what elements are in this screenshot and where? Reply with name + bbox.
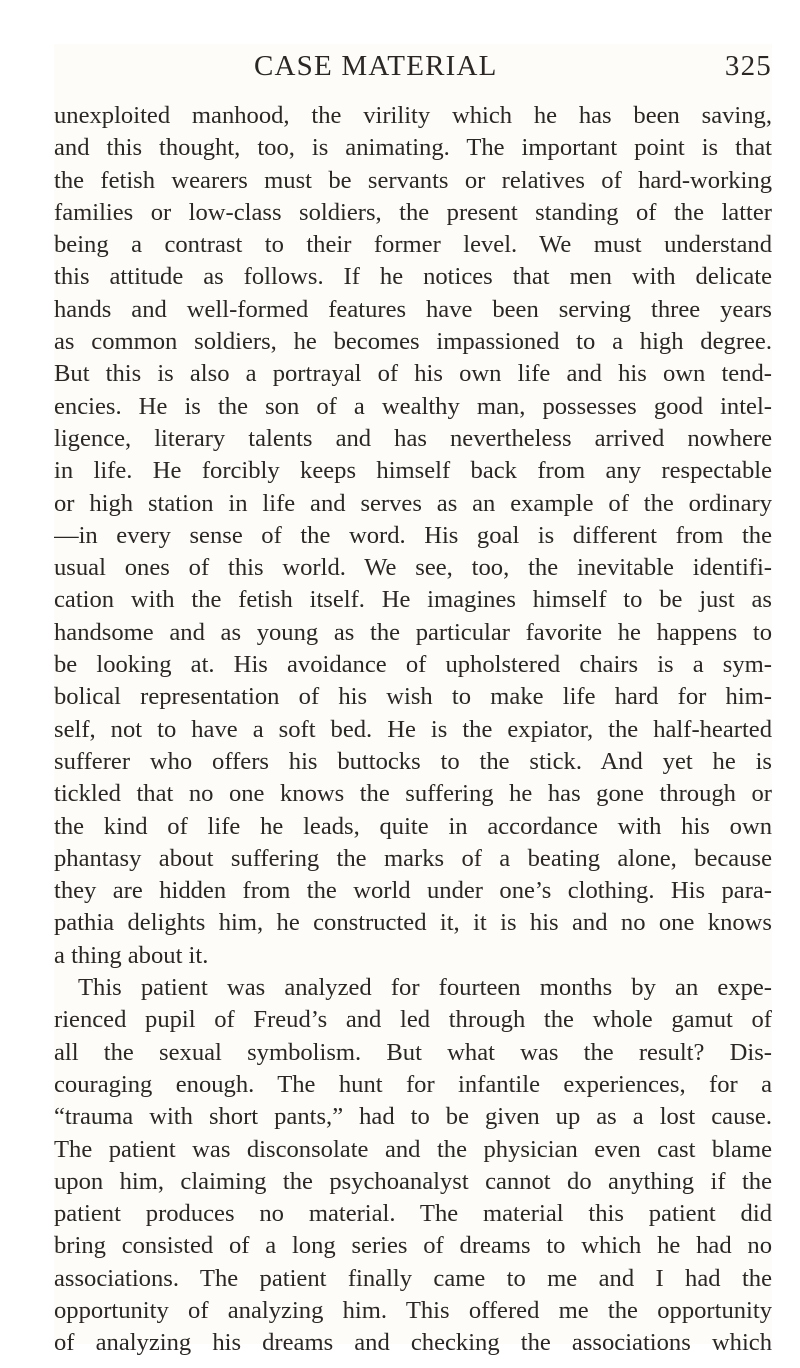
page-number: 325	[724, 50, 772, 82]
text-line: opportunity of analyzing him. This offered me the opportunity	[54, 1296, 772, 1324]
text-line: ligence, literary talents and has nevertheless arrived nowhere	[54, 424, 772, 452]
text-line: patient produces no material. The material this patient did	[54, 1200, 772, 1228]
text-line: families or low-class soldiers, the present standing of the latter	[54, 198, 772, 226]
text-line: as common soldiers, he becomes impassioned to a high degree.	[54, 328, 772, 356]
text-line: encies. He is the son of a wealthy man, possesses good intel-	[54, 392, 772, 420]
text-line: tickled that no one knows the suffering he has gone through or	[54, 780, 772, 808]
text-line: bolical representation of his wish to make life hard for him-	[54, 683, 772, 711]
text-line: associations. The patient finally came to me and I had the	[54, 1264, 772, 1292]
text-line: handsome and as young as the particular favorite he happens to	[54, 618, 772, 646]
text-line: this attitude as follows. If he notices that men with delicate	[54, 263, 772, 291]
running-header	[54, 44, 772, 88]
text-line: phantasy about suffering the marks of a beating alone, because	[54, 844, 772, 872]
book-page	[54, 44, 772, 1357]
text-line: upon him, claiming the psychoanalyst cannot do anything if the	[54, 1167, 772, 1195]
text-line: hands and well-formed features have been serving three years	[54, 295, 772, 323]
text-line: pathia delights him, he constructed it, it is his and no one knows	[54, 909, 772, 937]
text-line: being a contrast to their former level. We must understand	[54, 231, 772, 259]
text-line: and this thought, too, is animating. The important point is that	[54, 134, 772, 162]
body-text	[54, 100, 772, 1360]
paragraph-start-line: This patient was analyzed for fourteen months by an expe-	[78, 974, 772, 1002]
text-line: be looking at. His avoidance of upholstered chairs is a sym-	[54, 651, 772, 679]
text-line: The patient was disconsolate and the physician even cast blame	[54, 1135, 772, 1163]
text-line: rienced pupil of Freud’s and led through the whole gamut of	[54, 1006, 772, 1034]
text-line: or high station in life and serves as an example of the ordinary	[54, 489, 772, 517]
text-line: unexploited manhood, the virility which he has been saving,	[54, 102, 772, 129]
text-line: the kind of life he leads, quite in accordance with his own	[54, 812, 772, 840]
text-line: self, not to have a soft bed. He is the expiator, the half-hearted	[54, 715, 772, 743]
running-title: CASE MATERIAL	[254, 50, 498, 82]
text-line: But this is also a portrayal of his own life and his own tend-	[54, 360, 772, 388]
paragraph-end-line: a thing about it.	[54, 941, 209, 969]
text-line: all the sexual symbolism. But what was the result? Dis-	[54, 1038, 772, 1066]
text-line: —in every sense of the word. His goal is different from the	[54, 521, 772, 549]
text-line: they are hidden from the world under one’s clothing. His para-	[54, 877, 772, 905]
text-line: couraging enough. The hunt for infantile experiences, for a	[54, 1070, 772, 1098]
text-line: bring consisted of a long series of dreams to which he had no	[54, 1232, 772, 1260]
text-line: “trauma with short pants,” had to be given up as a lost cause.	[54, 1103, 772, 1131]
text-line: of analyzing his dreams and checking the associations which	[54, 1329, 772, 1357]
text-line: sufferer who offers his buttocks to the stick. And yet he is	[54, 747, 772, 775]
text-line: cation with the fetish itself. He imagines himself to be just as	[54, 586, 772, 614]
text-line: usual ones of this world. We see, too, the inevitable identifi-	[54, 554, 772, 582]
text-line: in life. He forcibly keeps himself back from any respectable	[54, 457, 772, 485]
text-line: the fetish wearers must be servants or relatives of hard-working	[54, 166, 772, 194]
